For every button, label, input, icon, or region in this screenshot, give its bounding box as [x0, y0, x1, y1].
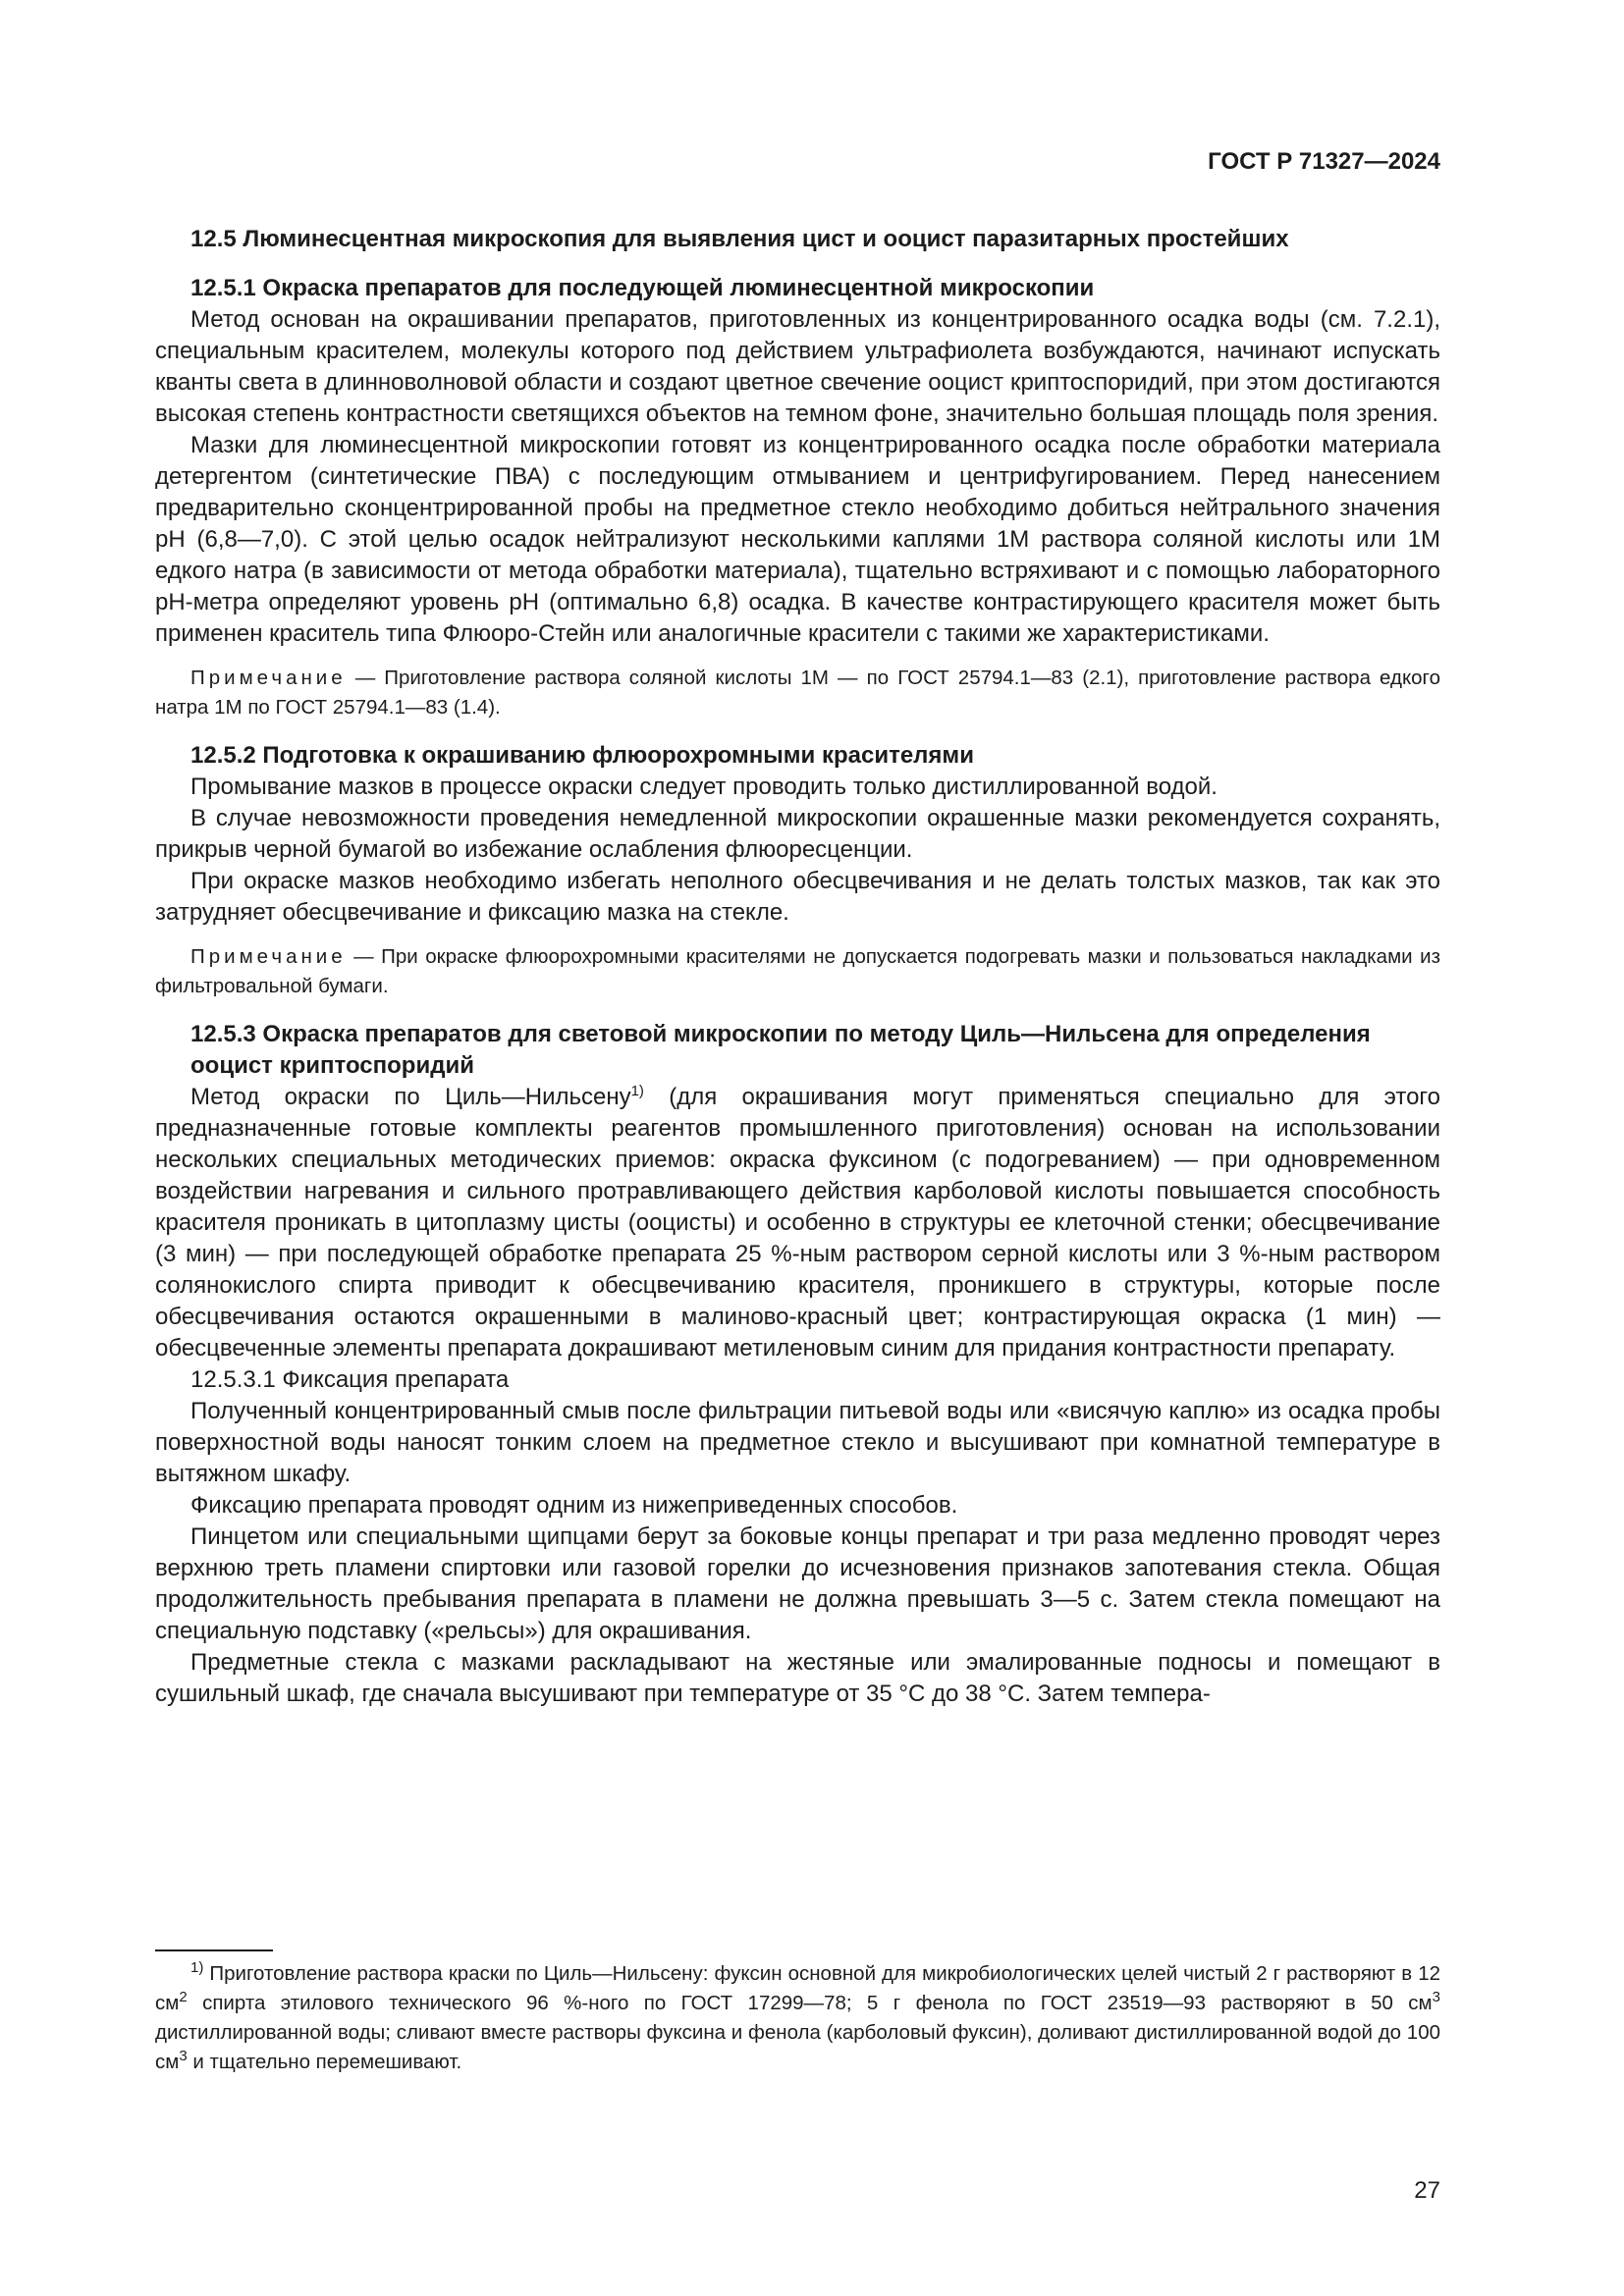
paragraph: Мазки для люминесцентной микроскопии готовят из концентрированного осадка после обработки материала детергентом (синтетические ПВА) с последующим отмыванием и центрифугированием. Перед нанесением предварительно сконцентрированной пробы на предметное стекло необходимо добиться нейтрального значения pH (6,8—7,0). С этой целью осадок нейтрализуют несколькими каплями 1M раствора соляной кислоты или 1M едкого натра (в зависимости от метода обработки материала), тщательно встряхивают и с помощью лабораторного pH-метра определяют уровень pH (оптимально 6,8) осадка. В качестве контрастирующего красителя может быть применен краситель типа Флюоро-Стейн или аналогичные красители с такими же характеристиками.	[155, 432, 1440, 647]
section-12-5-1-title: 12.5.1 Окраска препаратов для последующей люминесцентной микроскопии	[190, 275, 1095, 301]
paragraph-rest: (для окрашивания могут применяться специально для этого предназначенные готовые комплекты реагентов промышленного приготовления) основан на использовании нескольких специальных методических приемов: окраска фуксином (с подогреванием) — при одновременном воздействии нагревания и сильного протравливающего действия карболовой кислоты повышается способность красителя проникать в цитоплазму цисты (ооцисты) и особенно в структуры ее клеточной стенки; обесцвечивание (3 мин) — при последующей обработке препарата 25 %-ным раствором серной кислоты или 3 %-ным раствором солянокислого спирта приводит к обесцвечиванию красителя, проникшего в структуры, которые после обесцвечивания остаются окрашенными в малиново-красный цвет; контрастирующая окраска (1 мин) — обесцвеченные элементы препарата докрашивают метиленовым синим для придания контрастности препарату.	[155, 1084, 1441, 1362]
footnote-text: Приготовление раствора краски по Циль—Нильсену: фуксин основной для микробиологических целей чистый 2 г растворяют в 12 см	[155, 1962, 1440, 2014]
standard-header: ГОСТ Р 71327—2024	[1208, 148, 1440, 175]
section-12-5-3-title: 12.5.3 Окраска препаратов для световой микроскопии по методу Циль—Нильсена для определения ооцист криптоспоридий	[190, 1021, 1371, 1079]
note	[155, 942, 1440, 1001]
paragraph: При окраске мазков необходимо избегать неполного обесцвечивания и не делать толстых мазков, так как это затрудняет обесцвечивание и фиксацию мазка на стекле.	[155, 868, 1440, 926]
paragraph-start: Метод окраски по Циль—Нильсену	[190, 1084, 631, 1110]
note-label: Примечание	[190, 945, 347, 968]
footnote-divider	[155, 1949, 273, 1951]
footnote-text: спирта этилового технического 96 %-ного по ГОСТ 17299—78; 5 г фенола по ГОСТ 23519—93 растворяют в 50 см	[187, 1992, 1433, 2014]
note	[155, 664, 1440, 722]
note-text: — Приготовление раствора соляной кислоты 1M — по ГОСТ 25794.1—83 (2.1), приготовление раствора едкого натра 1M по ГОСТ 25794.1—83 (1.4).	[155, 667, 1440, 719]
superscript: 3	[1432, 1989, 1440, 2006]
page-number: 27	[1414, 2177, 1440, 2204]
footnote-text: дистиллированной воды; сливают вместе растворы фуксина и фенола (карболовый фуксин), доливают дистиллированной водой до 100 см	[155, 2021, 1440, 2073]
superscript: 2	[179, 1989, 188, 2006]
note-text: — При окраске флюорохромными красителями не допускается подогревать мазки и пользоваться накладками из фильтровальной бумаги.	[155, 945, 1440, 997]
footnote-reference: 1)	[630, 1083, 644, 1099]
footnote	[155, 1959, 1440, 2077]
paragraph: Фиксацию препарата проводят одним из нижеприведенных способов.	[190, 1492, 958, 1519]
paragraph: В случае невозможности проведения немедленной микроскопии окрашенные мазки рекомендуется сохранять, прикрыв черной бумагой во избежание ослабления флюоресценции.	[155, 805, 1440, 863]
paragraph	[155, 1082, 1440, 1364]
section-12-5-2-title: 12.5.2 Подготовка к окрашиванию флюорохромными красителями	[190, 742, 974, 769]
superscript: 3	[179, 2048, 188, 2065]
note-label: Примечание	[190, 667, 347, 689]
paragraph: Метод основан на окрашивании препаратов, приготовленных из концентрированного осадка воды (см. 7.2.1), специальным красителем, молекулы которого под действием ультрафиолета возбуждаются, начинают испускать кванты света в длинноволновой области и создают цветное свечение ооцист криптоспоридий, при этом достигаются высокая степень контрастности светящихся объектов на темном фоне, значительно большая площадь поля зрения.	[155, 306, 1440, 427]
section-12-5-title: 12.5 Люминесцентная микроскопия для выявления цист и ооцист паразитарных простейших	[190, 226, 1289, 252]
paragraph: Полученный концентрированный смыв после фильтрации питьевой воды или «висячую каплю» из осадка пробы поверхностной воды наносят тонким слоем на предметное стекло и высушивают при комнатной температуре в вытяжном шкафу.	[155, 1398, 1440, 1487]
paragraph: Промывание мазков в процессе окраски следует проводить только дистиллированной водой.	[190, 774, 1218, 800]
paragraph: Предметные стекла с мазками раскладывают на жестяные или эмалированные подносы и помещают в сушильный шкаф, где сначала высушивают при температуре от 35 °С до 38 °С. Затем темпера-	[155, 1649, 1440, 1707]
paragraph: Пинцетом или специальными щипцами берут за боковые концы препарат и три раза медленно проводят через верхнюю треть пламени спиртовки или газовой горелки до исчезновения признаков запотевания стекла. Общая продолжительность пребывания препарата в пламени не должна превышать 3—5 с. Затем стекла помещают на специальную подставку («рельсы») для окрашивания.	[155, 1523, 1440, 1644]
subsection-12-5-3-1-title: 12.5.3.1 Фиксация препарата	[190, 1366, 510, 1393]
footnote-marker: 1)	[190, 1959, 204, 1977]
footnote-text: и тщательно перемешивают.	[187, 2051, 462, 2073]
page-content	[155, 224, 1440, 1710]
